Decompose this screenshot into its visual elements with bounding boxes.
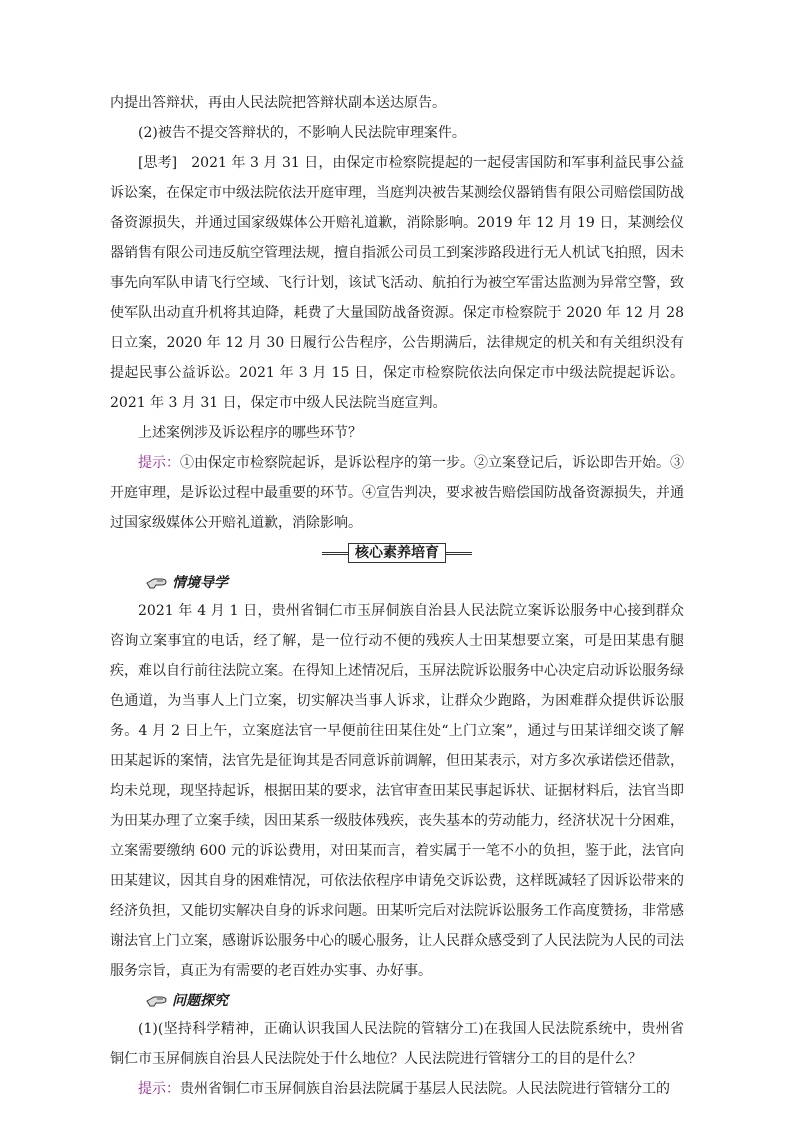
hand-pointer-icon <box>146 575 168 589</box>
context-paragraph: 2021 年 4 月 1 日，贵州省铜仁市玉屏侗族自治县人民法院立案诉讼服务中心接到群众咨询立案事宜的电话，经了解，是一位行动不便的残疾人士田某想要立案，可是田某患有腿疾，难以自行前往法院立案。在得知上述情况后，玉屏法院诉讼服务中心决定启动诉讼服务绿色通道，为当事人上门立案，切实解决当事人诉求，让群众少跑路，为困难群众提供诉讼服务。4 月 2 日上午，立案庭法官一早便前往田某住处“上门立案”，通过与田某详细交谈了解田某起诉的案情，法官先是征询其是否同意诉前调解，但田某表示，对方多次承诺偿还借款，均未兑现，现坚持起诉，根据田某的要求，法官审查田某民事起诉状、证据材料后，法官当即为田某办理了立案手续，因田某系一级肢体残疾，丧失基本的劳动能力，经济状况十分困难，立案需要缴纳 600 元的诉讼费用，对田某而言，着实属于一笔不小的负担，鉴于此，法官向田某建议，因其自身的困难情况，可依法依程序申请免交诉讼费，这样既减轻了因诉讼带来的经济负担，又能切实解决自身的诉求问题。田某听完后对法院诉讼服务工作高度赞扬，非常感谢法官上门立案，感谢诉讼服务中心的暖心服务，让人民群众感受到了人民法院为人民的司法服务宗旨，真正为有需要的老百姓办实事、办好事。 <box>110 603 684 979</box>
paragraph-1: 内提出答辩状，再由人民法院把答辩状副本送达原告。 <box>110 95 446 111</box>
section-banner-row <box>110 538 684 568</box>
hint-1 <box>110 448 684 538</box>
think-text: 2021 年 3 月 31 日，由保定市检察院提起的一起侵害国防和军事利益民事公益诉讼案，在保定市中级法院依法开庭审理，当庭判决被告某测绘仪器销售有限公司赔偿国防战备资源损失，并通过国家级媒体公开赔礼道歉，消除影响。2019 年 12 月 19 日，某测绘仪器销售有限公司违反航空管理法规，擅自指派公司员工到案涉路段进行无人机试飞拍照，因未事先向军队申请飞行空域、飞行计划，该试飞活动、航拍行为被空军雷达监测为异常空警，致使军队出动直升机将其迫降，耗费了大量国防战备资源。保定市检察院于 2020 年 12 月 28 日立案，2020 年 12 月 30 日履行公告程序，公告期满后，法律规定的机关和有关组织没有提起民事公益诉讼。2021 年 3 月 15 日，保定市检察院依法向保定市中级法院提起诉讼。2021 年 3 月 31 日，保定市中级人民法院当庭宣判。 <box>110 155 684 411</box>
think-paragraph <box>110 148 684 418</box>
paragraph-2: (2)被告不提交答辩状的，不影响人民法院审理案件。 <box>138 125 466 141</box>
question-2: (1)(坚持科学精神，正确认识我国人民法院的管辖分工)在我国人民法院系统中，贵州省铜仁市玉屏侗族自治县人民法院处于什么地位？人民法院进行管辖分工的目的是什么？ <box>110 1021 684 1067</box>
hint-1-text: ①由保定市检察院起诉，是诉讼程序的第一步。②立案登记后，诉讼即告开始。③开庭审理，是诉讼过程中最重要的环节。④宣告判决，要求被告赔偿国防战备资源损失，并通过国家级媒体公开赔礼道歉，消除影响。 <box>110 455 684 531</box>
document-page <box>110 88 684 1104</box>
section-head-context <box>110 568 684 596</box>
hand-pointer-icon <box>146 993 168 1007</box>
hint-2 <box>110 1074 684 1104</box>
hint-label: 提示： <box>138 455 180 471</box>
think-label: [思考] <box>138 155 178 171</box>
section-banner <box>322 543 472 563</box>
question-1: 上述案例涉及诉讼程序的哪些环节？ <box>138 425 362 441</box>
hint-label-2: 提示： <box>138 1081 180 1097</box>
section-head-inquiry <box>110 986 684 1014</box>
section-label-context: 情境导学 <box>172 575 228 591</box>
banner-title: 核心素养培育 <box>348 543 446 563</box>
section-label-inquiry: 问题探究 <box>172 993 228 1009</box>
hint-2-text: 贵州省铜仁市玉屏侗族自治县法院属于基层人民法院。人民法院进行管辖分工的 <box>180 1081 670 1097</box>
